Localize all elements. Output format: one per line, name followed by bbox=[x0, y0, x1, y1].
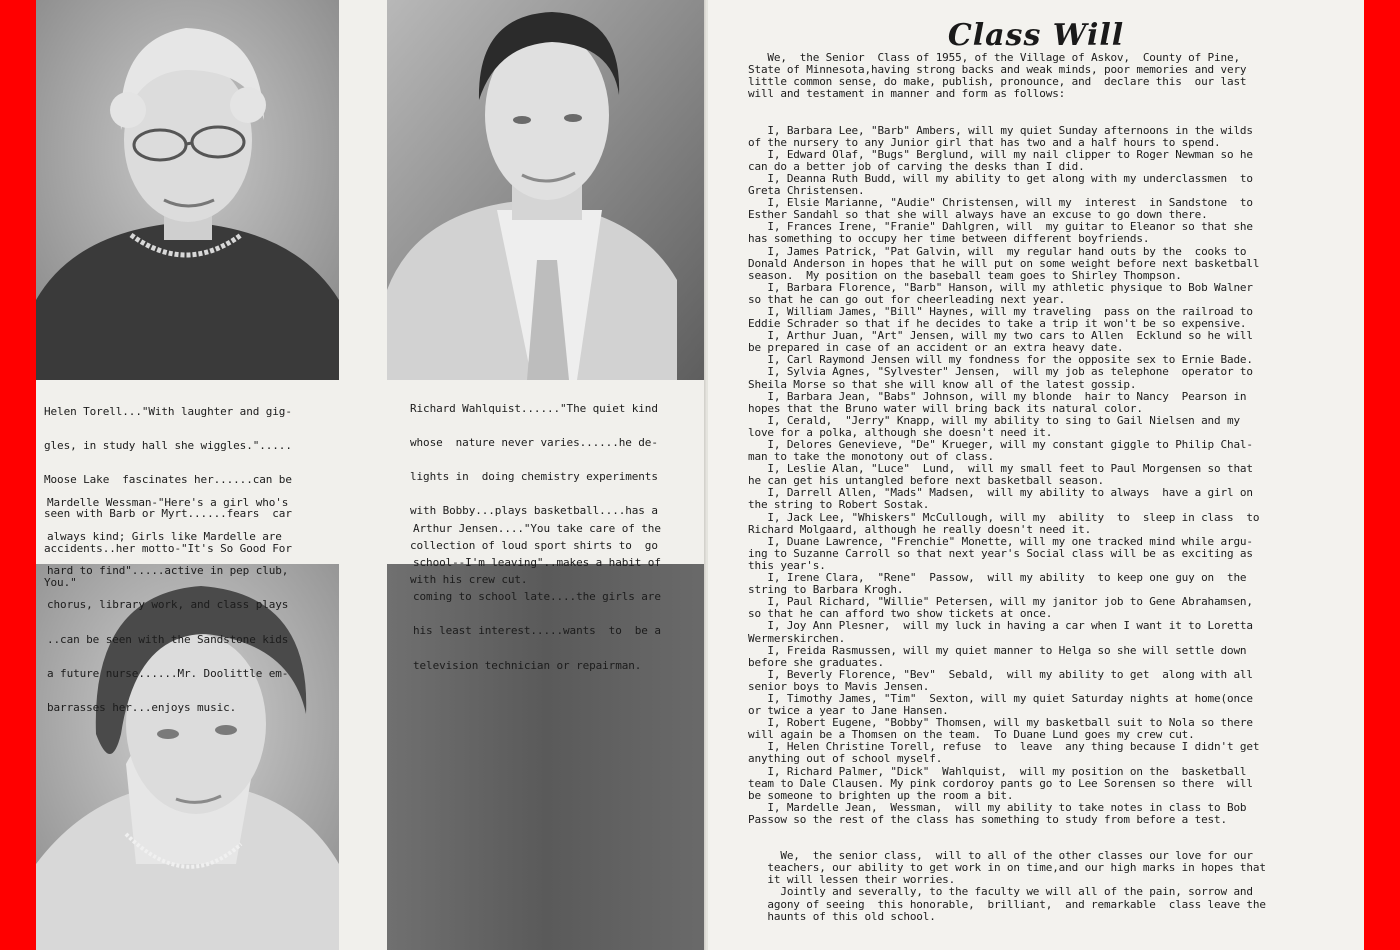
will-line: Passow so the rest of the class has something to study from before a test. bbox=[748, 812, 1227, 826]
will-line: Wermerskirchen. bbox=[748, 631, 846, 645]
will-line: man to take the monotony out of class. bbox=[748, 450, 994, 464]
caption-richard: Richard Wahlquist......"The quiet kind whose nature never varies......he de- lights in doing chemistry experiments with Bobby...plays basketball....has a collection of loud sport shirts to go with his crew cut. bbox=[410, 401, 658, 586]
will-line: this year's. bbox=[748, 558, 826, 572]
portrait-richard bbox=[387, 0, 706, 380]
will-line: I, Delores Genevieve, "De" Krueger, will my constant giggle to Philip Chal- bbox=[748, 438, 1253, 451]
will-line: I, Duane Lawrence, "Frenchie" Monette, will my one tracked mind while argu- bbox=[748, 534, 1253, 548]
will-line: I, James Patrick, "Pat Galvin, will my regular hand outs by the cooks to bbox=[748, 244, 1247, 258]
will-line: anything out of school myself. bbox=[748, 752, 943, 766]
caption-arthur: Arthur Jensen...."You take care of the school--I'm leaving"..makes a habit of coming to school late....the girls are his least interest.....wants to be a television technician or repairman. bbox=[413, 521, 661, 672]
will-line: teachers, our ability to get work in on time,and our high marks in hopes that bbox=[748, 861, 1266, 875]
will-line: haunts of this old school. bbox=[748, 909, 936, 923]
will-line: I, Elsie Marianne, "Audie" Christensen, will my interest in Sandstone to bbox=[748, 196, 1253, 210]
portrait-helen bbox=[36, 0, 339, 380]
will-line: hopes that the Bruno water will bring back its natural color. bbox=[748, 401, 1143, 415]
will-line: I, Edward Olaf, "Bugs" Berglund, will my nail clipper to Roger Newman so he bbox=[748, 147, 1253, 161]
will-line: I, Helen Christine Torell, refuse to leave any thing because I didn't get bbox=[748, 740, 1260, 754]
will-line: or twice a year to Jane Hansen. bbox=[748, 704, 949, 718]
left-page bbox=[36, 0, 706, 950]
will-line: I, Joy Ann Plesner, will my luck in having a car when I want it to Loretta bbox=[748, 619, 1253, 633]
will-line: I, Barbara Jean, "Babs" Johnson, will my blonde hair to Nancy Pearson in bbox=[748, 389, 1247, 403]
will-line: I, Barbara Florence, "Barb" Hanson, will my athletic physique to Bob Walner bbox=[748, 280, 1253, 294]
will-line: I, Barbara Lee, "Barb" Ambers, will my quiet Sunday afternoons in the wilds bbox=[748, 123, 1253, 137]
will-line: I, Darrell Allen, "Mads" Madsen, will my ability to always have a girl on bbox=[748, 486, 1253, 500]
will-line: I, Robert Eugene, "Bobby" Thomsen, will my basketball suit to Nola so there bbox=[748, 716, 1253, 730]
will-line: team to Dale Clausen. My pink cordoroy pants go to Lee Sorensen so there will bbox=[748, 776, 1253, 790]
caption-helen: Helen Torell..."With laughter and gig- gles, in study hall she wiggles."..... Moose Lake fascinates her......can be seen with Barb or Myrt......fears car accidents..her motto-"It's So Good For You." bbox=[44, 404, 292, 589]
will-line: can do a better job of carving the desks than I did. bbox=[748, 159, 1085, 173]
will-line: I, Frances Irene, "Franie" Dahlgren, will my guitar to Eleanor so that she bbox=[748, 220, 1253, 234]
will-line: I, Leslie Alan, "Luce" Lund, will my small feet to Paul Morgensen so that bbox=[748, 462, 1253, 476]
will-line: so that he can go out for cheerleading next year. bbox=[748, 292, 1066, 306]
will-line: I, Deanna Ruth Budd, will my ability to get along with my underclassmen to bbox=[748, 171, 1253, 185]
will-line: will again be a Thomsen on the team. To Duane Lund goes my crew cut. bbox=[748, 728, 1195, 742]
will-line: I, Mardelle Jean, Wessman, will my ability to take notes in class to Bob bbox=[748, 800, 1247, 814]
will-line: so that he can afford two show tickets at once. bbox=[748, 607, 1053, 621]
will-line: little common sense, do make, publish, pronounce, and declare this our last bbox=[748, 75, 1247, 89]
will-line: We, the Senior Class of 1955, of the Village of Askov, County of Pine, bbox=[748, 51, 1240, 64]
will-line: season. My position on the baseball team goes to Shirley Thompson. bbox=[748, 268, 1182, 282]
will-line: before she graduates. bbox=[748, 655, 884, 669]
will-line: I, Cerald, "Jerry" Knapp, will my ability to sing to Gail Nielsen and my bbox=[748, 413, 1240, 427]
will-line: Eddie Schrader so that if he decides to take a trip it won't be so expensive. bbox=[748, 317, 1247, 331]
will-line: love for a polka, although she doesn't need it. bbox=[748, 425, 1053, 439]
will-line: be someone to brighten up the room a bit. bbox=[748, 788, 1014, 802]
right-page bbox=[708, 0, 1364, 950]
will-line: Sheila Morse so that she will know all of the latest gossip. bbox=[748, 377, 1137, 391]
page-title: Class Will bbox=[947, 18, 1125, 53]
caption-mardelle: Mardelle Wessman-"Here's a girl who's always kind; Girls like Mardelle are hard to find".....active in pep club, chorus, library work, and class plays ..can be seen with the Sandstone kids a future nurse......Mr. Doolittle em- barrasses her...enjoys music. bbox=[47, 495, 289, 715]
will-line: I, Beverly Florence, "Bev" Sebald, will my ability to get along with all bbox=[748, 667, 1253, 681]
will-line: Donald Anderson in hopes that he will put on some weight before next basketball bbox=[748, 256, 1260, 270]
class-will-text bbox=[748, 52, 1348, 923]
will-line: I, Carl Raymond Jensen will my fondness for the opposite sex to Ernie Bade. bbox=[748, 353, 1253, 367]
will-line: I, Timothy James, "Tim" Sexton, will my quiet Saturday nights at home(once bbox=[748, 691, 1253, 705]
will-line: I, Sylvia Agnes, "Sylvester" Jensen, will my job as telephone operator to bbox=[748, 365, 1253, 379]
will-line bbox=[748, 826, 1348, 838]
will-line: Jointly and severally, to the faculty we will all of the pain, sorrow and bbox=[748, 885, 1253, 899]
will-line: I, Jack Lee, "Whiskers" McCullough, will my ability to sleep in class to bbox=[748, 510, 1260, 524]
will-line: State of Minnesota,having strong backs and weak minds, poor memories and very bbox=[748, 63, 1247, 77]
will-line: senior boys to Mavis Jensen. bbox=[748, 679, 930, 693]
will-line: Richard Molgaard, although he really doesn't need it. bbox=[748, 522, 1092, 536]
will-line bbox=[748, 100, 1348, 112]
will-line: I, Freida Rasmussen, will my quiet manner to Helga so she will settle down bbox=[748, 643, 1247, 657]
will-line: ing to Suzanne Carroll so that next year's Social class will be as exciting as bbox=[748, 546, 1253, 560]
will-line: has something to occupy her time between different boyfriends. bbox=[748, 232, 1150, 246]
will-line: Greta Christensen. bbox=[748, 184, 865, 198]
will-line bbox=[748, 112, 1348, 124]
will-line: he can get his untangled before next basketball season. bbox=[748, 474, 1104, 488]
will-line: be prepared in case of an accident or an extra heavy date. bbox=[748, 341, 1124, 355]
will-line: I, William James, "Bill" Haynes, will my traveling pass on the railroad to bbox=[748, 304, 1253, 318]
will-line: it will lessen their worries. bbox=[748, 873, 956, 887]
will-line: of the nursery to any Junior girl that has two and a half hours to spend. bbox=[748, 135, 1221, 149]
will-line: I, Arthur Juan, "Art" Jensen, will my two cars to Allen Ecklund so he will bbox=[748, 329, 1253, 343]
will-line: the string to Robert Sostak. bbox=[748, 498, 930, 512]
will-line: Esther Sandahl so that she will always have an excuse to go down there. bbox=[748, 208, 1208, 222]
will-line: We, the senior class, will to all of the other classes our love for our bbox=[748, 849, 1253, 863]
will-line: I, Paul Richard, "Willie" Petersen, will my janitor job to Gene Abrahamsen, bbox=[748, 595, 1253, 609]
will-line: I, Irene Clara, "Rene" Passow, will my ability to keep one guy on the bbox=[748, 571, 1247, 585]
will-line: will and testament in manner and form as follows: bbox=[748, 87, 1066, 101]
will-line: I, Richard Palmer, "Dick" Wahlquist, will my position on the basketball bbox=[748, 764, 1247, 778]
will-line: agony of seeing this honorable, brilliant, and remarkable class leave the bbox=[748, 897, 1266, 911]
will-line: string to Barbara Krogh. bbox=[748, 583, 904, 597]
